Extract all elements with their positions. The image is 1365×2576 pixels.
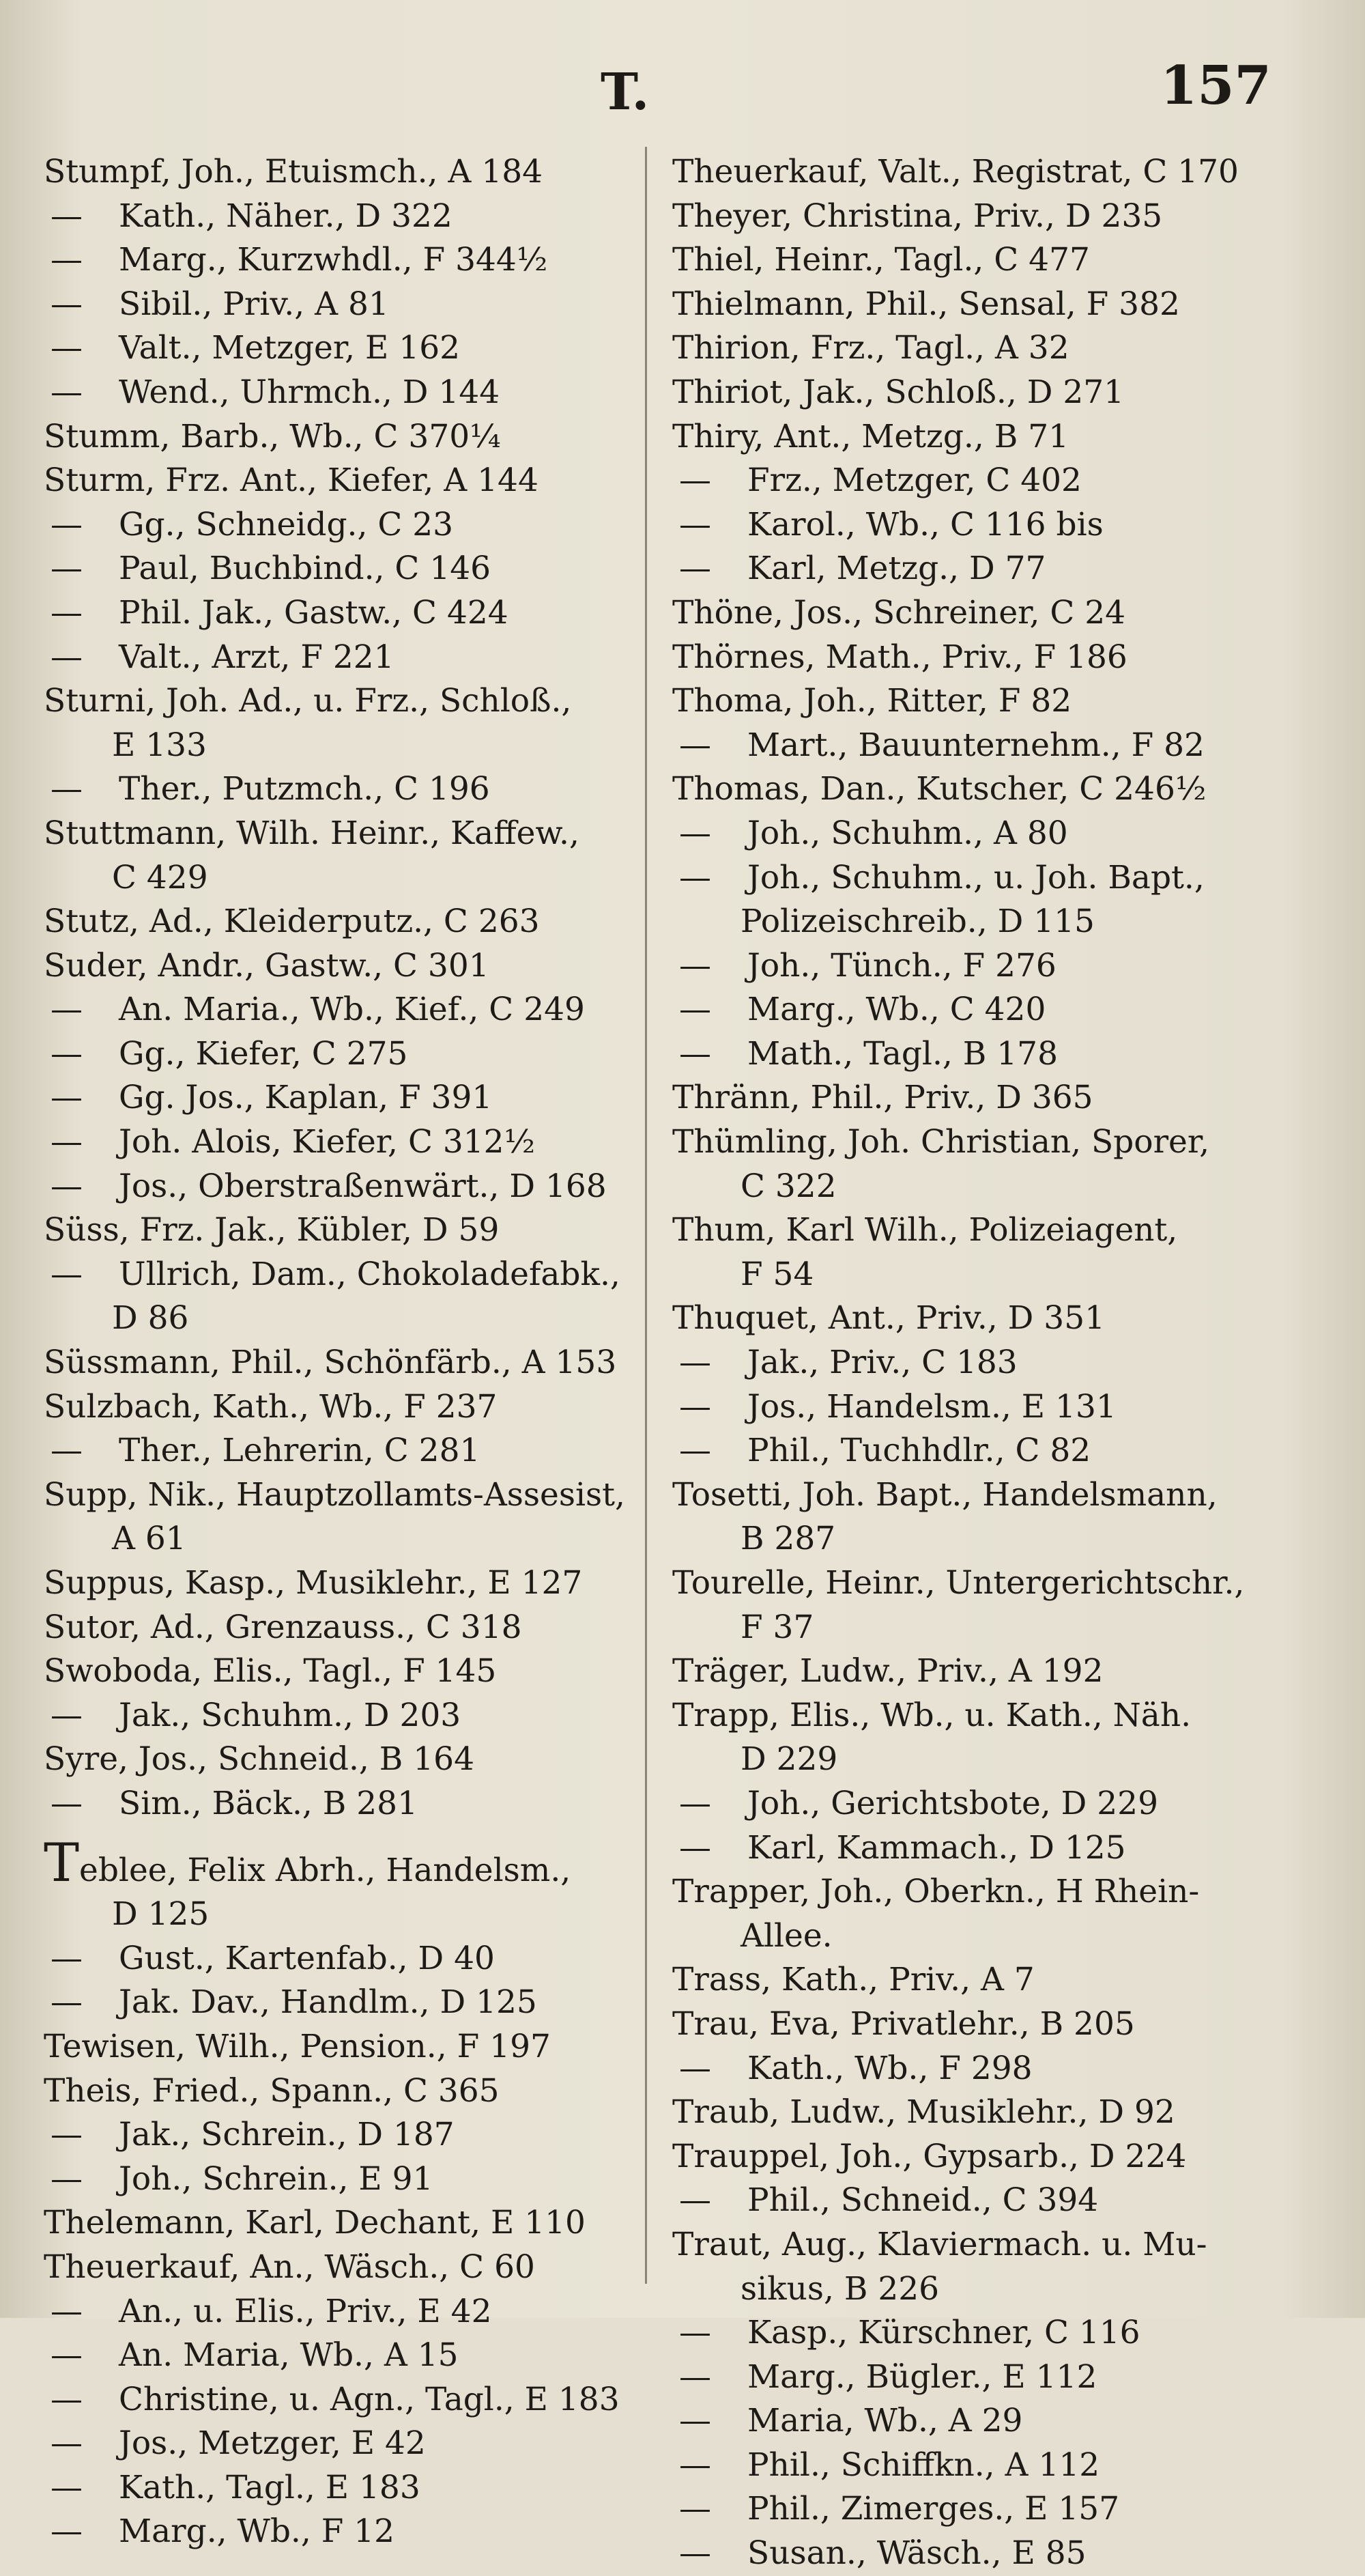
entry-text: Thiriot, Jak., Schloß., D 271 xyxy=(672,373,1125,411)
entry-text: Phil., Tuchhdlr., C 82 xyxy=(747,1432,1091,1470)
ditto-dash: — xyxy=(51,2424,83,2463)
directory-entry xyxy=(672,767,1321,812)
entry-continuation xyxy=(672,2267,1321,2312)
ditto-dash: — xyxy=(51,505,83,543)
entry-text: Joh. Alois, Kiefer, C 312½ xyxy=(119,1123,536,1161)
directory-sub-entry xyxy=(672,2355,1321,2400)
entry-text: Karol., Wb., C 116 bis xyxy=(747,505,1104,543)
entry-text: Thomas, Dan., Kutscher, C 246½ xyxy=(672,770,1207,808)
ditto-dash: — xyxy=(679,2490,711,2528)
ditto-dash: — xyxy=(679,946,711,985)
directory-entry xyxy=(44,1208,658,1253)
directory-entry xyxy=(672,326,1321,371)
ditto-dash: — xyxy=(51,991,83,1029)
entry-text: Traub, Ludw., Musiklehr., D 92 xyxy=(672,2093,1175,2132)
ditto-dash: — xyxy=(51,2468,83,2506)
entry-text: C 429 xyxy=(112,858,208,896)
ditto-dash: — xyxy=(679,2358,711,2396)
entry-text: Süss, Frz. Jak., Kübler, D 59 xyxy=(44,1211,500,1249)
directory-entry xyxy=(672,1208,1321,1253)
entry-continuation xyxy=(44,1297,658,1341)
entry-continuation xyxy=(44,856,658,901)
ditto-dash: — xyxy=(51,373,83,411)
directory-entry xyxy=(672,415,1321,459)
directory-sub-entry xyxy=(672,1429,1321,1473)
ditto-dash: — xyxy=(679,1344,711,1382)
entry-text: Joh., Schrein., E 91 xyxy=(119,2160,433,2198)
entry-text: Joh., Tünch., F 276 xyxy=(747,946,1057,985)
entry-text: Suppus, Kasp., Musiklehr., E 127 xyxy=(44,1564,583,1602)
entry-text: C 322 xyxy=(741,1167,837,1205)
directory-entry xyxy=(672,1870,1321,1914)
directory-sub-entry xyxy=(672,856,1321,901)
entry-text: Gg. Jos., Kaplan, F 391 xyxy=(119,1079,493,1117)
ditto-dash: — xyxy=(679,1034,711,1073)
directory-entry xyxy=(672,1473,1321,1518)
entry-text: Joh., Schuhm., u. Joh. Bapt., xyxy=(747,858,1205,896)
ditto-dash: — xyxy=(51,329,83,367)
entry-text: Marg., Wb., F 12 xyxy=(119,2513,395,2551)
ditto-dash: — xyxy=(51,2292,83,2330)
directory-sub-entry xyxy=(44,371,658,415)
directory-sub-entry xyxy=(44,636,658,680)
entry-text: Ther., Putzmch., C 196 xyxy=(119,770,490,808)
entry-text: Gg., Kiefer, C 275 xyxy=(119,1034,408,1073)
directory-sub-entry xyxy=(672,2487,1321,2532)
ditto-dash: — xyxy=(679,550,711,588)
directory-sub-entry xyxy=(44,1032,658,1077)
entry-text: Jak., Schrein., D 187 xyxy=(119,2116,455,2154)
entry-text: Thirion, Frz., Tagl., A 32 xyxy=(672,329,1069,367)
entry-text: D 229 xyxy=(741,1740,838,1779)
entry-text: An. Maria., Wb., Kief., C 249 xyxy=(119,991,585,1029)
entry-text: Phil., Schiffkn., A 112 xyxy=(747,2446,1100,2484)
directory-entry xyxy=(672,195,1321,239)
entry-text: Kath., Tagl., E 183 xyxy=(119,2468,420,2506)
entry-continuation xyxy=(672,1517,1321,1561)
directory-entry xyxy=(44,1561,658,1606)
directory-sub-entry xyxy=(672,1385,1321,1430)
directory-entry xyxy=(44,1473,658,1518)
entry-text: Theuerkauf, Valt., Registrat, C 170 xyxy=(672,153,1239,190)
entry-text: An., u. Elis., Priv., E 42 xyxy=(119,2292,492,2330)
ditto-dash: — xyxy=(679,858,711,896)
entry-continuation xyxy=(44,724,658,768)
ditto-dash: — xyxy=(679,2534,711,2573)
entry-text: An. Maria, Wb., A 15 xyxy=(119,2336,459,2375)
directory-sub-entry xyxy=(44,503,658,548)
ditto-dash: — xyxy=(679,726,711,764)
directory-sub-entry xyxy=(672,1826,1321,1871)
entry-text: Traut, Aug., Klaviermach. u. Mu- xyxy=(672,2225,1207,2263)
directory-entry xyxy=(44,1738,658,1782)
entry-text: eblee, Felix Abrh., Handelsm., xyxy=(79,1851,571,1889)
ditto-dash: — xyxy=(51,1432,83,1470)
directory-entry xyxy=(672,1297,1321,1341)
entry-text: Kasp., Kürschner, C 116 xyxy=(747,2314,1140,2352)
entry-text: Gg., Schneidg., C 23 xyxy=(119,505,454,543)
directory-entry xyxy=(672,2135,1321,2179)
directory-entry xyxy=(44,150,658,195)
entry-text: Theyer, Christina, Priv., D 235 xyxy=(672,197,1163,235)
entry-text: Thöne, Jos., Schreiner, C 24 xyxy=(672,593,1126,632)
entry-text: Marg., Wb., C 420 xyxy=(747,991,1046,1029)
directory-sub-entry xyxy=(44,2510,658,2554)
directory-sub-entry xyxy=(672,812,1321,856)
entry-continuation xyxy=(672,1165,1321,1209)
entry-text: Tourelle, Heinr., Untergerichtschr., xyxy=(672,1564,1245,1602)
entry-continuation xyxy=(672,1738,1321,1782)
entry-text: Allee. xyxy=(741,1916,833,1955)
directory-entry xyxy=(44,459,658,503)
entry-text: Sturm, Frz. Ant., Kiefer, A 144 xyxy=(44,462,538,500)
ditto-dash: — xyxy=(51,1784,83,1822)
directory-sub-entry xyxy=(672,459,1321,503)
ditto-dash: — xyxy=(51,241,83,279)
directory-entry xyxy=(672,2002,1321,2047)
entry-text: Marg., Bügler., E 112 xyxy=(747,2358,1097,2396)
directory-entry xyxy=(672,636,1321,680)
ditto-dash: — xyxy=(51,285,83,323)
ditto-dash: — xyxy=(679,2446,711,2484)
ditto-dash: — xyxy=(679,991,711,1029)
entry-text: Supp, Nik., Hauptzollamts-Assesist, xyxy=(44,1475,625,1514)
entry-text: Träger, Ludw., Priv., A 192 xyxy=(672,1652,1104,1690)
directory-sub-entry xyxy=(672,1341,1321,1385)
entry-text: E 133 xyxy=(112,726,207,764)
directory-sub-entry xyxy=(672,2179,1321,2223)
entry-text: Swoboda, Elis., Tagl., F 145 xyxy=(44,1652,497,1690)
entry-text: Tosetti, Joh. Bapt., Handelsmann, xyxy=(672,1475,1218,1514)
section-letter: T. xyxy=(601,63,650,122)
directory-entry xyxy=(672,1120,1321,1165)
directory-sub-entry xyxy=(44,1429,658,1473)
ditto-dash: — xyxy=(51,1939,83,1977)
directory-sub-entry xyxy=(44,2466,658,2510)
directory-sub-entry xyxy=(44,2378,658,2422)
entry-text: Tewisen, Wilh., Pension., F 197 xyxy=(44,2027,551,2065)
directory-entry xyxy=(672,371,1321,415)
directory-entry xyxy=(44,812,658,856)
entry-text: Susan., Wäsch., E 85 xyxy=(747,2534,1087,2573)
entry-text: Theuerkauf, An., Wäsch., C 60 xyxy=(44,2248,535,2286)
entry-text: F 37 xyxy=(741,1608,814,1646)
ditto-dash: — xyxy=(51,2116,83,2154)
directory-sub-entry xyxy=(44,591,658,636)
entry-continuation xyxy=(672,1914,1321,1959)
entry-text: Syre, Jos., Schneid., B 164 xyxy=(44,1740,474,1779)
entry-text: Trapper, Joh., Oberkn., H Rhein- xyxy=(672,1873,1200,1911)
entry-text: Stuttmann, Wilh. Heinr., Kaffew., xyxy=(44,814,579,852)
ditto-dash: — xyxy=(51,1696,83,1734)
entry-text: Sibil., Priv., A 81 xyxy=(119,285,389,323)
entry-continuation xyxy=(672,900,1321,944)
entry-text: Valt., Arzt, F 221 xyxy=(119,638,394,676)
entry-text: A 61 xyxy=(112,1520,186,1558)
directory-sub-entry xyxy=(44,2334,658,2378)
entry-text: Sutor, Ad., Grenzauss., C 318 xyxy=(44,1608,522,1646)
entry-text: Phil., Schneid., C 394 xyxy=(747,2181,1099,2220)
entry-text: Stumm, Barb., Wb., C 370¼ xyxy=(44,417,501,455)
directory-entry xyxy=(44,2025,658,2069)
directory-sub-entry xyxy=(672,2399,1321,2444)
ditto-dash: — xyxy=(51,197,83,235)
entry-text: Polizeischreib., D 115 xyxy=(741,903,1095,941)
ditto-dash: — xyxy=(679,1387,711,1426)
ditto-dash: — xyxy=(679,1828,711,1867)
entry-continuation xyxy=(672,1253,1321,1297)
entry-text: Ther., Lehrerin, C 281 xyxy=(119,1432,480,1470)
ditto-dash: — xyxy=(51,550,83,588)
directory-sub-entry xyxy=(44,283,658,327)
directory-entry xyxy=(44,2201,658,2246)
directory-sub-entry xyxy=(672,1032,1321,1077)
entry-text: Thörnes, Math., Priv., F 186 xyxy=(672,638,1127,676)
entry-continuation xyxy=(44,1893,658,1937)
entry-text: Valt., Metzger, E 162 xyxy=(119,329,461,367)
directory-entry xyxy=(44,1341,658,1385)
ditto-dash: — xyxy=(51,1255,83,1293)
entry-text: Thiry, Ant., Metzg., B 71 xyxy=(672,417,1069,455)
directory-sub-entry xyxy=(44,1253,658,1297)
entry-text: Paul, Buchbind., C 146 xyxy=(119,550,491,588)
entry-text: Sim., Bäck., B 281 xyxy=(119,1784,418,1822)
entry-text: Trau, Eva, Privatlehr., B 205 xyxy=(672,2005,1135,2043)
directory-sub-entry xyxy=(44,1120,658,1165)
entry-text: Phil., Zimerges., E 157 xyxy=(747,2490,1120,2528)
ditto-dash: — xyxy=(51,1123,83,1161)
ditto-dash: — xyxy=(51,638,83,676)
ditto-dash: — xyxy=(51,770,83,808)
ditto-dash: — xyxy=(679,1432,711,1470)
entry-text: Jos., Handelsm., E 131 xyxy=(747,1387,1117,1426)
entry-text: Mart., Bauunternehm., F 82 xyxy=(747,726,1205,764)
entry-text: Gust., Kartenfab., D 40 xyxy=(119,1939,495,1977)
entry-text: Christine, u. Agn., Tagl., E 183 xyxy=(119,2380,620,2418)
ditto-dash: — xyxy=(679,2049,711,2087)
directory-entry xyxy=(672,150,1321,195)
entry-text: Suder, Andr., Gastw., C 301 xyxy=(44,946,489,985)
directory-sub-entry xyxy=(44,2422,658,2466)
directory-entry xyxy=(672,1958,1321,2002)
directory-entry xyxy=(44,944,658,989)
entry-text: Trauppel, Joh., Gypsarb., D 224 xyxy=(672,2137,1187,2175)
directory-entry xyxy=(44,1606,658,1650)
entry-text: Phil. Jak., Gastw., C 424 xyxy=(119,593,508,632)
directory-entry xyxy=(44,679,658,724)
directory-sub-entry xyxy=(44,326,658,371)
entry-continuation xyxy=(44,1517,658,1561)
entry-text: B 287 xyxy=(741,1520,836,1558)
directory-sub-entry xyxy=(44,1694,658,1738)
entry-text: Süssmann, Phil., Schönfärb., A 153 xyxy=(44,1344,617,1382)
entry-text: Karl, Metzg., D 77 xyxy=(747,550,1046,588)
section-initial: T xyxy=(44,1841,80,1893)
entry-text: Kath., Näher., D 322 xyxy=(119,197,452,235)
ditto-dash: — xyxy=(51,1079,83,1117)
directory-sub-entry xyxy=(44,2290,658,2334)
directory-sub-entry xyxy=(44,988,658,1032)
directory-entry xyxy=(44,900,658,944)
directory-sub-entry xyxy=(44,767,658,812)
ditto-dash: — xyxy=(679,2181,711,2220)
entry-text: Thümling, Joh. Christian, Sporer, xyxy=(672,1123,1210,1161)
directory-entry xyxy=(672,1561,1321,1606)
right-column xyxy=(672,150,1321,2576)
ditto-dash: — xyxy=(679,462,711,500)
directory-sub-entry xyxy=(672,1782,1321,1826)
entry-text: Sulzbach, Kath., Wb., F 237 xyxy=(44,1387,498,1426)
entry-text: Jak. Dav., Handlm., D 125 xyxy=(119,1983,537,2022)
ditto-dash: — xyxy=(679,2402,711,2440)
ditto-dash: — xyxy=(51,2336,83,2375)
entry-text: Stumpf, Joh., Etuismch., A 184 xyxy=(44,153,543,190)
directory-sub-entry xyxy=(44,1165,658,1209)
directory-entry xyxy=(672,1650,1321,1694)
ditto-dash: — xyxy=(679,1784,711,1822)
entry-text: Jak., Schuhm., D 203 xyxy=(119,1696,461,1734)
ditto-dash: — xyxy=(51,1034,83,1073)
directory-entry xyxy=(44,1841,658,1893)
entry-text: Ullrich, Dam., Chokoladefabk., xyxy=(119,1255,620,1293)
entry-text: D 86 xyxy=(112,1299,189,1337)
directory-entry xyxy=(672,1076,1321,1120)
directory-entry xyxy=(672,2223,1321,2267)
entry-text: Stutz, Ad., Kleiderputz., C 263 xyxy=(44,903,540,941)
directory-sub-entry xyxy=(44,2113,658,2157)
entry-text: Thelemann, Karl, Dechant, E 110 xyxy=(44,2204,586,2242)
directory-entry xyxy=(672,238,1321,283)
entry-text: Jos., Metzger, E 42 xyxy=(119,2424,426,2463)
directory-sub-entry xyxy=(44,1076,658,1120)
ditto-dash: — xyxy=(679,505,711,543)
directory-sub-entry xyxy=(672,988,1321,1032)
directory-entry xyxy=(44,2246,658,2290)
entry-text: Kath., Wb., F 298 xyxy=(747,2049,1033,2087)
entry-text: Karl, Kammach., D 125 xyxy=(747,1828,1126,1867)
entry-continuation xyxy=(672,1606,1321,1650)
entry-text: D 125 xyxy=(112,1895,210,1934)
directory-sub-entry xyxy=(672,944,1321,989)
ditto-dash: — xyxy=(51,2513,83,2551)
directory-entry xyxy=(672,1694,1321,1738)
directory-sub-entry xyxy=(44,195,658,239)
directory-sub-entry xyxy=(44,547,658,591)
entry-text: Thuquet, Ant., Priv., D 351 xyxy=(672,1299,1105,1337)
entry-text: Maria, Wb., A 29 xyxy=(747,2402,1023,2440)
ditto-dash: — xyxy=(51,1983,83,2022)
ditto-dash: — xyxy=(679,814,711,852)
entry-text: Thum, Karl Wilh., Polizeiagent, xyxy=(672,1211,1178,1249)
ditto-dash: — xyxy=(51,593,83,632)
directory-sub-entry xyxy=(672,724,1321,768)
directory-sub-entry xyxy=(672,2444,1321,2488)
directory-entry xyxy=(44,1385,658,1430)
entry-text: Thielmann, Phil., Sensal, F 382 xyxy=(672,285,1180,323)
page-number: 157 xyxy=(1160,55,1271,117)
directory-sub-entry xyxy=(44,238,658,283)
entry-text: Theis, Fried., Spann., C 365 xyxy=(44,2071,500,2110)
directory-sub-entry xyxy=(44,1981,658,2025)
directory-sub-entry xyxy=(672,2532,1321,2576)
entry-text: Wend., Uhrmch., D 144 xyxy=(119,373,500,411)
directory-sub-entry xyxy=(44,2157,658,2202)
entry-text: Joh., Schuhm., A 80 xyxy=(747,814,1068,852)
directory-entry xyxy=(44,2069,658,2114)
entry-text: Marg., Kurzwhdl., F 344½ xyxy=(119,241,548,279)
directory-sub-entry xyxy=(672,2047,1321,2091)
ditto-dash: — xyxy=(51,1167,83,1205)
entry-text: Trass, Kath., Priv., A 7 xyxy=(672,1961,1035,1999)
directory-entry xyxy=(672,2091,1321,2135)
entry-text: Joh., Gerichtsbote, D 229 xyxy=(747,1784,1158,1822)
ditto-dash: — xyxy=(51,2160,83,2198)
ditto-dash: — xyxy=(51,2380,83,2418)
entry-text: Trapp, Elis., Wb., u. Kath., Näh. xyxy=(672,1696,1192,1734)
entry-text: Sturni, Joh. Ad., u. Frz., Schloß., xyxy=(44,682,572,720)
directory-entry xyxy=(672,283,1321,327)
entry-text: F 54 xyxy=(741,1255,814,1293)
entry-text: Jak., Priv., C 183 xyxy=(747,1344,1018,1382)
entry-text: Thiel, Heinr., Tagl., C 477 xyxy=(672,241,1090,279)
directory-sub-entry xyxy=(44,1937,658,1981)
directory-sub-entry xyxy=(44,1782,658,1826)
entry-text: sikus, B 226 xyxy=(741,2269,940,2308)
directory-entry xyxy=(44,1650,658,1694)
entry-text: Math., Tagl., B 178 xyxy=(747,1034,1058,1073)
directory-sub-entry xyxy=(672,547,1321,591)
entry-text: Thoma, Joh., Ritter, F 82 xyxy=(672,682,1072,720)
left-column xyxy=(44,150,658,2554)
entry-text: Jos., Oberstraßenwärt., D 168 xyxy=(119,1167,607,1205)
entry-text: Frz., Metzger, C 402 xyxy=(747,462,1082,500)
directory-entry xyxy=(44,415,658,459)
entry-text: Thränn, Phil., Priv., D 365 xyxy=(672,1079,1093,1117)
directory-sub-entry xyxy=(672,503,1321,548)
directory-entry xyxy=(672,591,1321,636)
directory-entry xyxy=(672,679,1321,724)
ditto-dash: — xyxy=(679,2314,711,2352)
